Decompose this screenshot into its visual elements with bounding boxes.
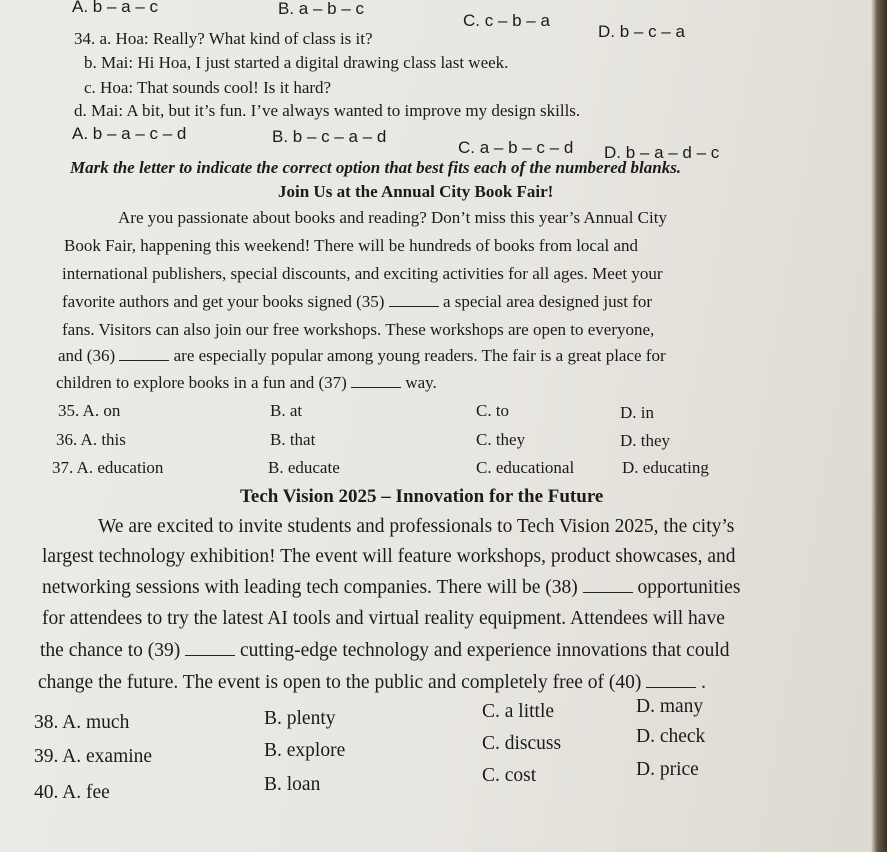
passage2-line-2: largest technology exhibition! The event will feature workshops, product showcases, and <box>42 546 736 567</box>
q37-option-c: C. educational <box>476 458 575 477</box>
q36-option-d: D. they <box>620 431 671 450</box>
passage2-line-3-end: opportunities <box>637 577 741 598</box>
q36-option-b: B. that <box>270 430 316 449</box>
q35-option-c: C. to <box>476 401 510 420</box>
blank-37 <box>351 375 401 388</box>
blank-40 <box>646 675 696 688</box>
q37-option-a: 37. A. education <box>52 458 164 477</box>
q35-option-a: 35. A. on <box>58 401 121 420</box>
q34-option-c: C. a – b – c – d <box>458 138 574 157</box>
passage2-line-3 <box>42 576 740 600</box>
passage1-line-7-start: children to explore books in a fun and (37) <box>56 373 347 392</box>
q34-line-c: c. Hoa: That sounds cool! Is it hard? <box>84 78 332 97</box>
q39-option-b: B. explore <box>264 740 346 761</box>
passage2-line-6-end: . <box>701 672 707 693</box>
passage1-line-6 <box>58 346 666 366</box>
q33-option-d: D. b – c – a <box>598 22 685 41</box>
q38-option-c: C. a little <box>482 701 555 722</box>
q39-option-d: D. check <box>636 726 706 747</box>
passage1-line-4-end: a special area designed just for <box>442 292 653 311</box>
q36-option-a: 36. A. this <box>56 430 126 449</box>
q35-option-b: B. at <box>270 401 303 420</box>
q38-option-b: B. plenty <box>264 708 336 729</box>
passage2-line-5-end: cutting-edge technology and experience innovations that could <box>239 640 730 661</box>
passage2-line-5 <box>40 639 730 663</box>
q34-option-b: B. b – c – a – d <box>272 127 387 146</box>
passage2-line-1: We are excited to invite students and professionals to Tech Vision 2025, the city’s <box>98 516 735 537</box>
q33-option-c: C. c – b – a <box>463 11 550 30</box>
passage2-line-3-start: networking sessions with leading tech companies. There will be (38) <box>42 577 578 598</box>
blank-39 <box>185 643 235 656</box>
passage1-line-7 <box>56 373 437 393</box>
q34-option-a: A. b – a – c – d <box>72 124 187 143</box>
q35-option-d: D. in <box>620 403 654 422</box>
passage1-line-3: international publishers, special discounts, and exciting activities for all ages. Meet your <box>62 264 663 283</box>
q38-option-a: 38. A. much <box>34 712 130 733</box>
q40-option-a: 40. A. fee <box>34 782 110 803</box>
blank-38 <box>583 580 633 593</box>
q34-line-b: b. Mai: Hi Hoa, I just started a digital drawing class last week. <box>84 53 509 72</box>
page-edge-shadow <box>871 0 887 852</box>
q40-option-d: D. price <box>636 759 699 780</box>
passage2-line-4: for attendees to try the latest AI tools and virtual reality equipment. Attendees will have <box>42 608 725 629</box>
q33-option-a: A. b – a – c <box>72 0 158 16</box>
passage1-line-5: fans. Visitors can also join our free workshops. These workshops are open to everyone, <box>62 320 655 339</box>
q36-option-c: C. they <box>476 430 526 449</box>
passage1-line-2: Book Fair, happening this weekend! There will be hundreds of books from local and <box>64 236 639 255</box>
passage1-line-4 <box>62 292 652 312</box>
blank-35 <box>389 294 439 307</box>
instruction-text: Mark the letter to indicate the correct option that best fits each of the numbered blanks. <box>70 158 682 177</box>
passage1-line-6-start: and (36) <box>58 346 116 365</box>
passage2-line-6-start: change the future. The event is open to the public and completely free of (40) <box>38 672 642 693</box>
q40-option-c: C. cost <box>482 765 537 786</box>
passage1-line-7-end: way. <box>405 373 437 392</box>
q34-line-a: 34. a. Hoa: Really? What kind of class is it? <box>74 29 373 48</box>
q38-option-d: D. many <box>636 696 704 717</box>
passage1-title: Join Us at the Annual City Book Fair! <box>278 182 554 201</box>
q37-option-d: D. educating <box>622 458 709 477</box>
passage1-line-1: Are you passionate about books and reading? Don’t miss this year’s Annual City <box>118 208 667 227</box>
q33-option-b: B. a – b – c <box>278 0 364 18</box>
q34-option-d: D. b – a – d – c <box>604 143 720 162</box>
q37-option-b: B. educate <box>268 458 340 477</box>
q39-option-c: C. discuss <box>482 733 562 754</box>
passage2-title: Tech Vision 2025 – Innovation for the Future <box>240 486 604 507</box>
q34-line-d: d. Mai: A bit, but it’s fun. I’ve always wanted to improve my design skills. <box>74 101 581 120</box>
blank-36 <box>119 348 169 361</box>
q39-option-a: 39. A. examine <box>34 746 153 767</box>
passage2-line-6 <box>38 671 706 695</box>
passage2-line-5-start: the chance to (39) <box>40 640 181 661</box>
passage1-line-4-start: favorite authors and get your books signed (35) <box>62 292 385 311</box>
q40-option-b: B. loan <box>264 774 321 795</box>
passage1-line-6-end: are especially popular among young readers. The fair is a great place for <box>173 346 666 365</box>
